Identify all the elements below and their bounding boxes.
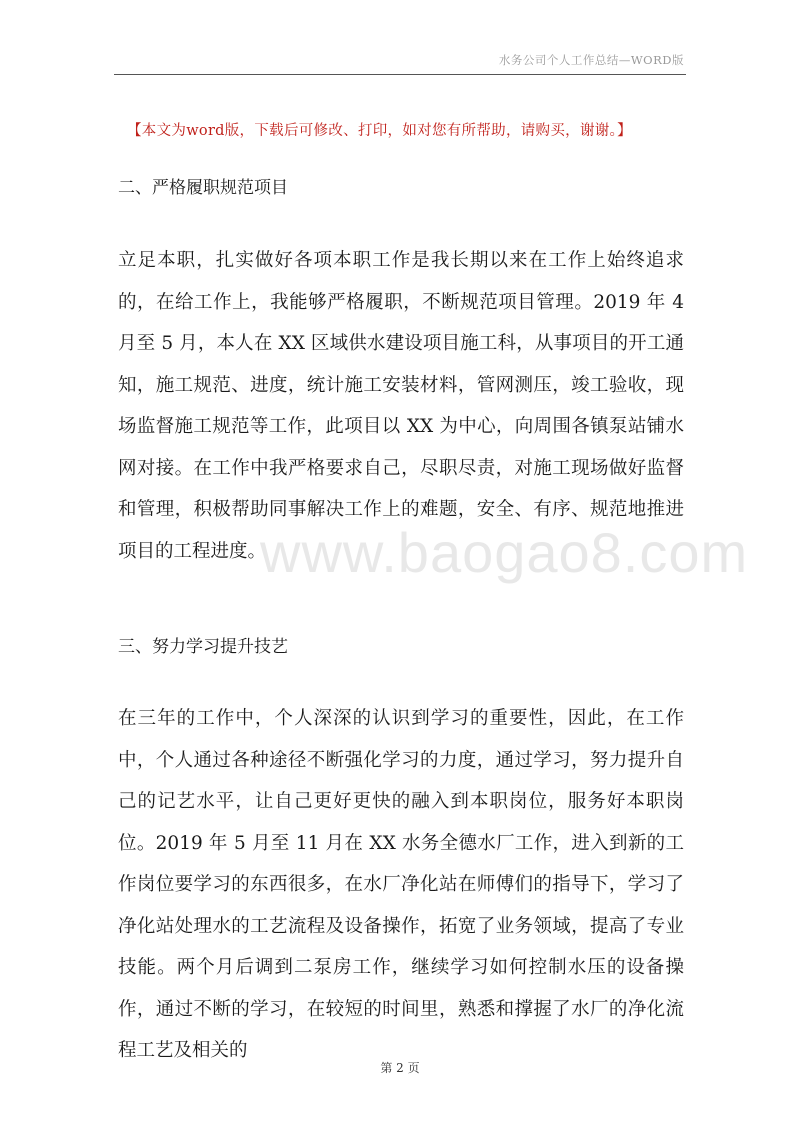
section-heading-2: 二、严格履职规范项目	[118, 178, 288, 198]
section-paragraph-2: 立足本职，扎实做好各项本职工作是我长期以来在工作上始终追求的，在给工作上，我能够严格履职，不断规范项目管理。2019 年 4 月至 5 月，本人在 XX 区域供水建设项目施工科，从事项目的开工通知，施工规范、进度，统计施工安装材料，管网测压，竣工验收，现场监督施工规范等工作，此项目以 XX 为中心，向周围各镇泵站铺水网对接。在工作中我严格要求自己，尽职尽责，对施工现场做好监督和管理，积极帮助同事解决工作上的难题，安全、有序、规范地推进项目的工程进度。	[118, 250, 684, 562]
header-divider	[114, 74, 686, 75]
watermark: www.baogao8.com	[260, 521, 749, 584]
section-paragraph-3: 在三年的工作中，个人深深的认识到学习的重要性，因此，在工作中，个人通过各种途径不断强化学习的力度，通过学习，努力提升自己的记艺水平，让自己更好更快的融入到本职岗位，服务好本职岗位。2019 年 5 月至 11 月在 XX 水务全德水厂工作，进入到新的工作岗位要学习的东西很多，在水厂净化站在师傅们的指导下，学习了净化站处理水的工艺流程及设备操作，拓宽了业务领域，提高了专业技能。两个月后调到二泵房工作，继续学习如何控制水压的设备操作，通过不断的学习，在较短的时间里，熟悉和撑握了水厂的净化流程工艺及相关的	[118, 708, 684, 1061]
page-number: 第 2 页	[380, 1061, 420, 1075]
page-header-title: 水务公司个人工作总结—WORD版	[498, 53, 684, 67]
purchase-notice: 【本文为word版，下载后可修改、打印，如对您有所帮助，请购买，谢谢。】	[127, 123, 632, 139]
section-heading-3: 三、努力学习提升技艺	[118, 637, 288, 657]
